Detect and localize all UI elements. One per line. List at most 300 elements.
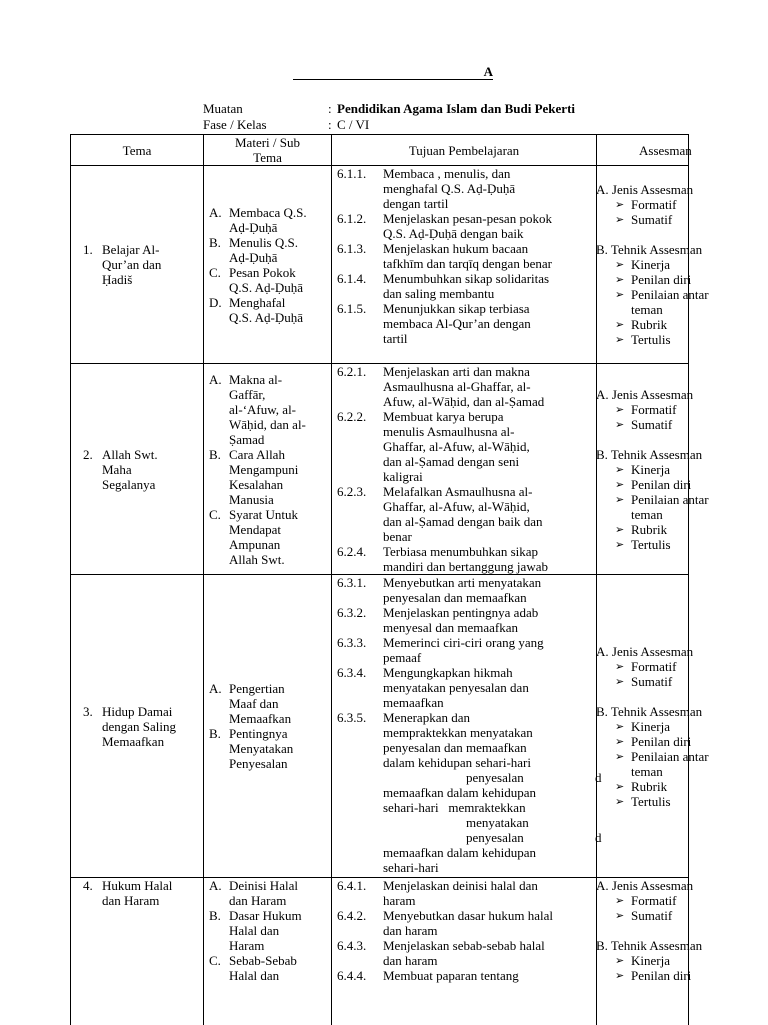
materi-letter: B.: [209, 235, 229, 265]
tema-item: [83, 878, 203, 908]
tujuan-item: [337, 301, 596, 346]
assesman-line: Rubrik: [631, 779, 667, 794]
tujuan-text: [383, 301, 531, 346]
materi-item: [209, 507, 331, 567]
document-title-letter: A: [484, 64, 493, 79]
assesman-text: [631, 674, 672, 689]
materi-line: Deinisi Halal: [229, 878, 298, 893]
arrow-bullet-icon: [615, 674, 631, 689]
materi-line: Aḍ-Ḍuḥā: [229, 250, 298, 265]
assesman-line: Sumatif: [631, 674, 672, 689]
tujuan-text: [383, 605, 538, 635]
assesman-item: [615, 537, 688, 552]
tujuan-text: [383, 544, 548, 574]
assesman-line: Formatif: [631, 197, 677, 212]
tujuan-code: 6.4.2.: [337, 908, 383, 938]
materi-letter: B.: [209, 726, 229, 771]
tujuan-code: 6.3.3.: [337, 635, 383, 665]
arrow-bullet-icon: [615, 719, 631, 734]
materi-line: Manusia: [229, 492, 298, 507]
tujuan-text: [383, 211, 552, 241]
arrow-bullet-icon: [615, 197, 631, 212]
tema-line: Ḥadiš: [102, 272, 161, 287]
assesman-item: [615, 287, 688, 317]
fase-kelas-label: Fase / Kelas: [203, 117, 328, 133]
tujuan-line: menulis Asmaulhusna al-: [383, 424, 530, 439]
assesman-item: [615, 659, 688, 674]
arrow-bullet-icon: [615, 659, 631, 674]
tehnik-assesman-label: B. Tehnik Assesman: [596, 938, 688, 953]
materi-line: Menghafal: [229, 295, 303, 310]
tujuan-line: Terbiasa menumbuhkan sikap: [383, 544, 548, 559]
overflow-line-text: memaafkan dalam kehidupan: [383, 845, 536, 860]
tujuan-code: 6.3.2.: [337, 605, 383, 635]
tujuan-line: mandiri dan bertanggung jawab: [383, 559, 548, 574]
assesman-line: Sumatif: [631, 908, 672, 923]
overflow-line-text: memaafkan dalam kehidupan: [383, 785, 536, 800]
materi-cell: [204, 878, 332, 1025]
document-title-underline: [293, 64, 493, 80]
arrow-bullet-icon: [615, 794, 631, 809]
materi-cell: [204, 575, 332, 878]
assesman-text: [631, 908, 672, 923]
tujuan-item: [337, 710, 596, 770]
arrow-bullet-icon: [615, 968, 631, 983]
document-meta: [203, 101, 575, 133]
materi-line: al-‘Afuw, al-: [229, 402, 306, 417]
materi-line: Gaffār,: [229, 387, 306, 402]
materi-item: [209, 908, 331, 953]
assesman-item: [615, 317, 688, 332]
tehnik-assesman-list: [597, 719, 688, 809]
tujuan-code: 6.3.1.: [337, 575, 383, 605]
assesman-item: [615, 492, 688, 522]
assesman-text: [631, 287, 709, 317]
assesmen-cell: [597, 364, 689, 575]
tema-line: Hukum Halal: [102, 878, 172, 893]
materi-item: [209, 681, 331, 726]
jenis-assesman-list: [597, 659, 688, 689]
assesmen-cell: [597, 575, 689, 878]
tujuan-item: [337, 211, 596, 241]
tujuan-line: kaligrai: [383, 469, 530, 484]
materi-line: Halal dan: [229, 923, 302, 938]
column-header-tujuan: [332, 135, 597, 166]
arrow-bullet-icon: [615, 477, 631, 492]
assesman-line: Penilaian antar: [631, 492, 709, 507]
tema-text: [102, 242, 161, 287]
materi-text: [229, 235, 298, 265]
assesman-text: [631, 402, 677, 417]
tema-line: Segalanya: [102, 477, 158, 492]
column-header-tema: [71, 135, 204, 166]
materi-line: Syarat Untuk: [229, 507, 298, 522]
tujuan-line: Q.S. Aḍ-Ḍuḥā dengan baik: [383, 226, 552, 241]
table-row: [71, 364, 689, 575]
materi-item: [209, 205, 331, 235]
tujuan-line: Ghaffar, al-Afuw, al-Wāḥid,: [383, 439, 530, 454]
tema-number: 4.: [83, 878, 102, 908]
column-header-tema-label: Tema: [123, 143, 152, 158]
materi-cell: [204, 166, 332, 364]
tujuan-cell: [332, 575, 597, 878]
materi-line: dan Haram: [229, 893, 298, 908]
overflow-line-text: penyesalan: [466, 830, 524, 845]
assesmen-cell: [597, 166, 689, 364]
tema-line: Hidup Damai: [102, 704, 176, 719]
tujuan-line: Membaca , menulis, dan: [383, 166, 515, 181]
tujuan-item: [337, 364, 596, 409]
tujuan-code: 6.2.3.: [337, 484, 383, 544]
assesman-item: [615, 674, 688, 689]
assesman-line: Penilaian antar: [631, 749, 709, 764]
materi-line: Memaafkan: [229, 711, 291, 726]
assesman-line: teman: [631, 302, 709, 317]
tujuan-line: dan saling membantu: [383, 286, 549, 301]
tujuan-text: [383, 409, 530, 484]
tujuan-line: Menyebutkan arti menyatakan: [383, 575, 541, 590]
tujuan-line: dan al-Ṣamad dengan baik dan: [383, 514, 543, 529]
arrow-bullet-icon: [615, 462, 631, 477]
assesman-item: [615, 257, 688, 272]
materi-line: Penyesalan: [229, 756, 293, 771]
assesman-text: [631, 537, 671, 552]
assesman-item: [615, 197, 688, 212]
assesman-item: [615, 749, 688, 779]
arrow-bullet-icon: [615, 779, 631, 794]
arrow-bullet-icon: [615, 417, 631, 432]
tema-cell: [71, 878, 204, 1025]
muatan-value: Pendidikan Agama Islam dan Budi Pekerti: [337, 101, 575, 117]
arrow-bullet-icon: [615, 317, 631, 332]
tujuan-code: 6.4.4.: [337, 968, 383, 983]
tema-number: 1.: [83, 242, 102, 287]
assesman-text: [631, 257, 670, 272]
tujuan-text: [383, 938, 545, 968]
tema-line: dan Haram: [102, 893, 172, 908]
materi-line: Dasar Hukum: [229, 908, 302, 923]
tujuan-overflow-text: [383, 770, 596, 875]
tujuan-line: tartil: [383, 331, 531, 346]
assesman-text: [631, 197, 677, 212]
arrow-bullet-icon: [615, 749, 631, 779]
tujuan-item: [337, 544, 596, 574]
tehnik-assesman-label: B. Tehnik Assesman: [596, 704, 688, 719]
jenis-assesman-list: [597, 197, 688, 227]
assesman-item: [615, 779, 688, 794]
tujuan-text: [383, 710, 533, 770]
tehnik-assesman-list: [597, 953, 688, 983]
materi-line: Mendapat: [229, 522, 298, 537]
arrow-bullet-icon: [615, 212, 631, 227]
arrow-bullet-icon: [615, 332, 631, 347]
tujuan-overflow-line: [383, 830, 596, 845]
assesman-text: [631, 749, 709, 779]
assesman-line: Formatif: [631, 893, 677, 908]
assesman-text: [631, 317, 667, 332]
assesman-line: Penilan diri: [631, 968, 691, 983]
tujuan-code: 6.2.2.: [337, 409, 383, 484]
tujuan-line: membaca Al-Qur’an dengan: [383, 316, 531, 331]
tujuan-code: 6.3.5.: [337, 710, 383, 770]
tujuan-line: Menerapkan dan: [383, 710, 533, 725]
tujuan-item: [337, 665, 596, 710]
materi-text: [229, 908, 302, 953]
assesman-line: Rubrik: [631, 522, 667, 537]
materi-line: Pentingnya: [229, 726, 293, 741]
materi-text: [229, 726, 293, 771]
tujuan-line: Membuat paparan tentang: [383, 968, 519, 983]
materi-text: [229, 295, 303, 325]
tujuan-line: Menjelaskan hukum bacaan: [383, 241, 552, 256]
stray-character: d: [595, 830, 602, 845]
tujuan-overflow-line: [383, 770, 596, 785]
tujuan-item: [337, 878, 596, 908]
materi-letter: C.: [209, 953, 229, 983]
tema-text: [102, 878, 172, 908]
tema-line: Allah Swt.: [102, 447, 158, 462]
assesman-line: Sumatif: [631, 417, 672, 432]
tema-cell: [71, 364, 204, 575]
materi-item: [209, 235, 331, 265]
assesman-line: Kinerja: [631, 462, 670, 477]
assesman-text: [631, 332, 671, 347]
assesman-line: Sumatif: [631, 212, 672, 227]
stray-character: d: [595, 770, 602, 785]
materi-line: Q.S. Aḍ-Ḍuḥā: [229, 310, 303, 325]
table-row: [71, 878, 689, 1025]
materi-letter: B.: [209, 908, 229, 953]
tujuan-overflow-line: [383, 815, 596, 830]
tujuan-cell: [332, 166, 597, 364]
arrow-bullet-icon: [615, 537, 631, 552]
materi-text: [229, 372, 306, 447]
tema-line: Qur’an dan: [102, 257, 161, 272]
tema-cell: [71, 575, 204, 878]
tujuan-line: dan haram: [383, 923, 553, 938]
tujuan-line: Menunjukkan sikap terbiasa: [383, 301, 531, 316]
assesman-text: [631, 659, 677, 674]
assesman-line: teman: [631, 507, 709, 522]
table-body: [71, 166, 689, 1025]
tujuan-item: [337, 271, 596, 301]
tujuan-line: pemaaf: [383, 650, 544, 665]
tujuan-overflow-line: [383, 845, 596, 860]
column-header-materi: [204, 135, 332, 166]
column-header-materi-label: Materi / Sub Tema: [227, 135, 309, 165]
overflow-line-text: menyatakan: [466, 815, 529, 830]
arrow-bullet-icon: [615, 257, 631, 272]
assesmen-cell: [597, 878, 689, 1025]
assesman-line: Formatif: [631, 659, 677, 674]
assesman-line: Tertulis: [631, 794, 671, 809]
materi-line: Mengampuni: [229, 462, 298, 477]
tujuan-line: menyesal dan memaafkan: [383, 620, 538, 635]
tujuan-code: 6.2.4.: [337, 544, 383, 574]
assesman-line: Tertulis: [631, 537, 671, 552]
tujuan-text: [383, 575, 541, 605]
tujuan-item: [337, 938, 596, 968]
assesman-line: teman: [631, 764, 709, 779]
learning-objectives-table: [70, 134, 689, 1025]
tema-line: dengan Saling: [102, 719, 176, 734]
materi-letter: C.: [209, 265, 229, 295]
assesman-text: [631, 893, 677, 908]
materi-line: Kesalahan: [229, 477, 298, 492]
tujuan-line: Menjelaskan sebab-sebab halal: [383, 938, 545, 953]
materi-text: [229, 953, 297, 983]
tujuan-item: [337, 605, 596, 635]
arrow-bullet-icon: [615, 893, 631, 908]
materi-item: [209, 878, 331, 908]
column-header-tujuan-label: Tujuan Pembelajaran: [409, 143, 519, 158]
tujuan-code: 6.4.3.: [337, 938, 383, 968]
tema-item: [83, 447, 203, 492]
column-header-assesman-label: Assesman: [639, 143, 692, 158]
tujuan-line: Memerinci ciri-ciri orang yang: [383, 635, 544, 650]
tujuan-code: 6.1.2.: [337, 211, 383, 241]
materi-line: Ampunan: [229, 537, 298, 552]
tujuan-line: Afuw, al-Wāḥid, dan al-Ṣamad: [383, 394, 544, 409]
assesman-text: [631, 719, 670, 734]
arrow-bullet-icon: [615, 492, 631, 522]
materi-text: [229, 205, 307, 235]
materi-letter: B.: [209, 447, 229, 507]
tujuan-text: [383, 364, 544, 409]
tujuan-item: [337, 908, 596, 938]
table-header-row: [71, 135, 689, 166]
tujuan-line: dan haram: [383, 953, 545, 968]
tema-number: 2.: [83, 447, 102, 492]
assesman-text: [631, 272, 691, 287]
tujuan-text: [383, 665, 529, 710]
assesman-item: [615, 332, 688, 347]
table-header: [71, 135, 689, 166]
materi-line: Allah Swt.: [229, 552, 298, 567]
column-header-assesman: [597, 135, 689, 166]
assesman-text: [631, 968, 691, 983]
tehnik-assesman-label: B. Tehnik Assesman: [596, 447, 688, 462]
assesman-line: Formatif: [631, 402, 677, 417]
arrow-bullet-icon: [615, 272, 631, 287]
tema-text: [102, 447, 158, 492]
tujuan-code: 6.1.5.: [337, 301, 383, 346]
jenis-assesman-label: A. Jenis Assesman: [596, 387, 688, 402]
tema-line: Memaafkan: [102, 734, 176, 749]
materi-line: Menulis Q.S.: [229, 235, 298, 250]
assesman-line: Penilaian antar: [631, 287, 709, 302]
tema-item: [83, 704, 203, 749]
materi-item: [209, 447, 331, 507]
tujuan-line: Membuat karya berupa: [383, 409, 530, 424]
materi-line: Pesan Pokok: [229, 265, 303, 280]
assesman-line: Penilan diri: [631, 734, 691, 749]
tujuan-overflow-line: [383, 860, 596, 875]
tujuan-item: [337, 968, 596, 983]
assesman-item: [615, 953, 688, 968]
assesman-line: Tertulis: [631, 332, 671, 347]
tujuan-line: Melafalkan Asmaulhusna al-: [383, 484, 543, 499]
tujuan-code: 6.1.3.: [337, 241, 383, 271]
materi-letter: A.: [209, 205, 229, 235]
assesman-text: [631, 212, 672, 227]
assesman-line: Penilan diri: [631, 477, 691, 492]
materi-text: [229, 878, 298, 908]
tujuan-text: [383, 878, 538, 908]
tujuan-line: penyesalan dan memaafkan: [383, 740, 533, 755]
tema-line: Maha: [102, 462, 158, 477]
materi-text: [229, 265, 303, 295]
tujuan-item: [337, 484, 596, 544]
materi-item: [209, 372, 331, 447]
materi-letter: A.: [209, 878, 229, 908]
tujuan-line: Menjelaskan arti dan makna: [383, 364, 544, 379]
assesman-line: Kinerja: [631, 719, 670, 734]
tujuan-line: Mengungkapkan hikmah: [383, 665, 529, 680]
assesman-item: [615, 477, 688, 492]
materi-item: [209, 265, 331, 295]
assesman-text: [631, 417, 672, 432]
tujuan-line: dengan tartil: [383, 196, 515, 211]
jenis-assesman-label: A. Jenis Assesman: [596, 182, 688, 197]
fase-kelas-separator: :: [328, 117, 337, 133]
assesman-text: [631, 477, 691, 492]
tujuan-line: mempraktekkan menyatakan: [383, 725, 533, 740]
jenis-assesman-label: A. Jenis Assesman: [596, 878, 688, 893]
materi-text: [229, 681, 291, 726]
tujuan-cell: [332, 878, 597, 1025]
tema-cell: [71, 166, 204, 364]
muatan-label: Muatan: [203, 101, 328, 117]
tujuan-line: Menjelaskan pesan-pesan pokok: [383, 211, 552, 226]
tujuan-item: [337, 635, 596, 665]
tujuan-line: Menjelaskan deinisi halal dan: [383, 878, 538, 893]
assesman-item: [615, 212, 688, 227]
tujuan-line: memaafkan: [383, 695, 529, 710]
tema-line: Belajar Al-: [102, 242, 161, 257]
tujuan-code: 6.3.4.: [337, 665, 383, 710]
muatan-row: [203, 101, 575, 117]
tehnik-assesman-list: [597, 462, 688, 552]
tujuan-line: dalam kehidupan sehari-hari: [383, 755, 533, 770]
assesman-item: [615, 734, 688, 749]
assesman-item: [615, 272, 688, 287]
tujuan-item: [337, 575, 596, 605]
materi-line: Makna al-: [229, 372, 306, 387]
tujuan-item: [337, 166, 596, 211]
materi-line: Aḍ-Ḍuḥā: [229, 220, 307, 235]
assesman-item: [615, 794, 688, 809]
materi-line: Haram: [229, 938, 302, 953]
tujuan-line: benar: [383, 529, 543, 544]
tujuan-code: 6.1.4.: [337, 271, 383, 301]
tujuan-text: [383, 484, 543, 544]
tujuan-line: Menyebutkan dasar hukum halal: [383, 908, 553, 923]
tujuan-line: Asmaulhusna al-Ghaffar, al-: [383, 379, 544, 394]
materi-line: Wāḥid, dan al-: [229, 417, 306, 432]
tujuan-item: [337, 241, 596, 271]
materi-line: Ṣamad: [229, 432, 306, 447]
tujuan-line: tafkhīm dan tarqīq dengan benar: [383, 256, 552, 271]
tujuan-code: 6.4.1.: [337, 878, 383, 908]
overflow-line-text: sehari-hari memraktekkan: [383, 800, 526, 815]
assesman-text: [631, 462, 670, 477]
tujuan-text: [383, 241, 552, 271]
tujuan-line: Ghaffar, al-Afuw, al-Wāḥid,: [383, 499, 543, 514]
tujuan-item: [337, 409, 596, 484]
fase-kelas-row: [203, 117, 575, 133]
assesman-item: [615, 402, 688, 417]
